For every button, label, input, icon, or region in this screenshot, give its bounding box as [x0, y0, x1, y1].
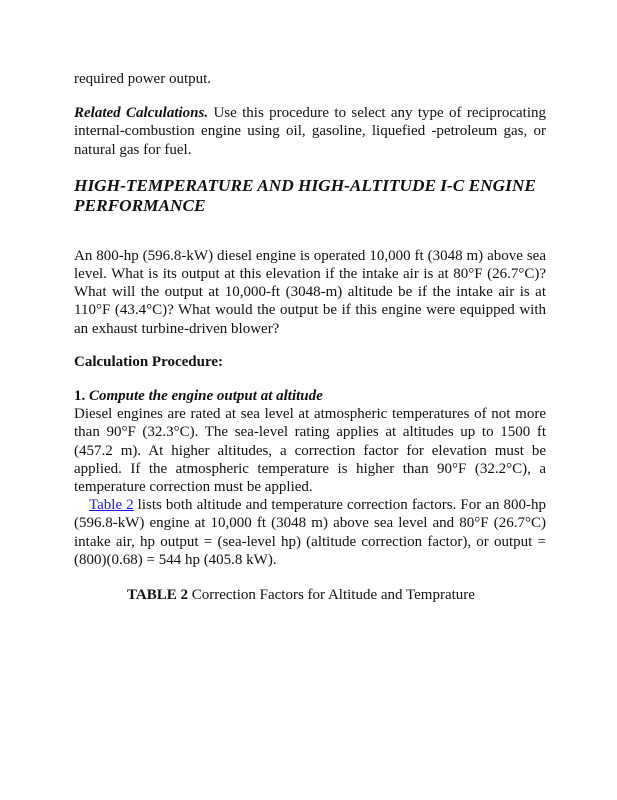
table-caption: [74, 586, 546, 604]
problem-statement: An 800-hp (596.8-kW) diesel engine is operated 10,000 ft (3048 m) above sea level. What is its output at this elevation if the intake air is at 80°F (26.7°C)? What will the output at 10,000-ft (3048-m) altitude be if the intake air is at 110°F (43.4°C)? What would the output be if this engine were equipped with an exhaust turbine-driven blower?: [74, 247, 546, 337]
table-caption-label: TABLE 2: [127, 587, 188, 604]
continuation-paragraph: required power output.: [74, 71, 212, 87]
step-1-paragraph-2-text: lists both altitude and temperature correction factors. For an 800-hp (596.8-kW) engine at 10,000 ft (3048 m) above sea level and 80°F (26.7°C) intake air, hp output = (sea-level hp) (altitude correction factor), or output = (800)(0.68) = 544 hp (405.8 kW).: [74, 497, 546, 568]
related-calculations-text: Use this procedure to select any type of reciprocating internal-combustion engine using oil, gasoline, liquefied -petroleum gas, or natural gas for fuel.: [74, 105, 546, 158]
step-1-paragraph-2: [74, 496, 546, 569]
document-page: [74, 70, 546, 604]
table-caption-text: Correction Factors for Altitude and Temprature: [188, 587, 475, 604]
step-1-title-text: Compute the engine output at altitude: [85, 388, 323, 405]
related-calculations-label: Related Calculations.: [74, 105, 209, 122]
table-2-link[interactable]: Table 2: [89, 497, 134, 514]
section-heading: HIGH-TEMPERATURE AND HIGH-ALTITUDE I-C ENGINE PERFORMANCE: [74, 175, 536, 216]
step-1-paragraph-1: Diesel engines are rated at sea level at atmospheric temperatures of not more than 90°F (32.3°C). The sea-level rating applies at altitudes up to 1500 ft (457.2 m). At higher altitudes, a correction factor for elevation must be applied. If the atmospheric temperature is higher than 90°F (32.2°C), a temperature correction must be applied.: [74, 406, 546, 496]
calculation-procedure-label: Calculation Procedure:: [74, 353, 224, 370]
step-1-title: [74, 387, 546, 405]
related-calculations-paragraph: [74, 104, 546, 159]
step-1-number: 1.: [74, 388, 86, 405]
